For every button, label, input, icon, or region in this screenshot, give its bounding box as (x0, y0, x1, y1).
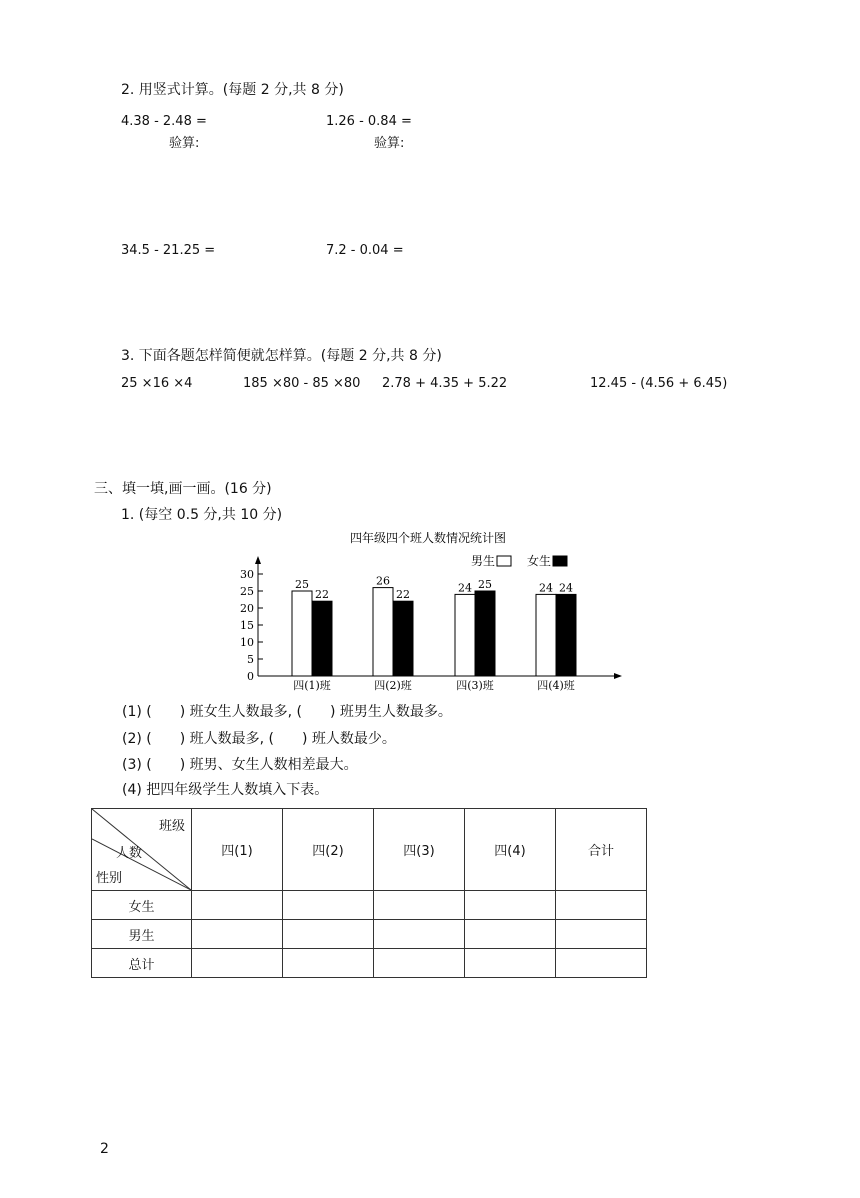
answer-cell[interactable] (374, 949, 465, 978)
answer-cell[interactable] (465, 891, 556, 920)
column-header: 合计 (556, 809, 647, 891)
answer-cell[interactable] (192, 891, 283, 920)
row-header: 女生 (92, 891, 192, 920)
x-tick-label: 四(3)班 (456, 679, 494, 692)
data-label: 22 (396, 588, 410, 602)
chart-bars (292, 575, 576, 676)
y-tick-label: 20 (240, 602, 254, 615)
part3-heading: 三、填一填,画一画。(16 分) (94, 481, 272, 497)
section2-heading: 2. 用竖式计算。(每题 2 分,共 8 分) (121, 82, 344, 98)
answer-cell[interactable] (465, 949, 556, 978)
data-label: 22 (315, 588, 329, 602)
table-row (92, 891, 647, 920)
bar-girls (556, 594, 576, 676)
bar-girls (475, 591, 495, 676)
data-label: 26 (376, 574, 390, 588)
data-label: 25 (478, 578, 492, 591)
answer-cell[interactable] (465, 920, 556, 949)
subquestion-4: (4) 把四年级学生人数填入下表。 (122, 782, 329, 798)
answer-cell[interactable] (374, 891, 465, 920)
y-tick-label: 5 (247, 653, 254, 666)
y-tick-label: 15 (240, 619, 254, 632)
column-header: 四(3) (374, 809, 465, 891)
answer-cell[interactable] (283, 920, 374, 949)
question-1-heading: 1. (每空 0.5 分,共 10 分) (121, 507, 283, 523)
chart-title: 四年级四个班人数情况统计图 (349, 531, 507, 545)
answer-cell[interactable] (556, 891, 647, 920)
header-count-label: 人数 (116, 846, 143, 861)
header-class-label: 班级 (158, 819, 185, 834)
answer-cell[interactable] (192, 949, 283, 978)
table-diagonal-header (92, 809, 192, 891)
problem-4: 7.2 - 0.04 = (326, 243, 404, 258)
check-label-2: 验算: (374, 136, 405, 151)
bar-chart (228, 528, 628, 694)
subquestion-1: (1) ( ) 班女生人数最多, ( ) 班男生人数最多。 (122, 704, 452, 720)
simplify-problem-2: 185 ×80 - 85 ×80 (243, 376, 361, 391)
problem-3: 34.5 - 21.25 = (121, 243, 216, 258)
bar-boys (373, 588, 393, 676)
y-tick-label: 0 (247, 670, 254, 683)
legend-swatch (553, 556, 567, 566)
page-number: 2 (100, 1141, 109, 1157)
legend-label: 男生 (471, 554, 496, 568)
legend-label: 女生 (527, 554, 552, 568)
section3-heading: 3. 下面各题怎样简便就怎样算。(每题 2 分,共 8 分) (121, 348, 442, 364)
table-row (92, 920, 647, 949)
answer-cell[interactable] (374, 920, 465, 949)
student-count-table (91, 808, 647, 978)
data-label: 25 (295, 578, 309, 591)
row-header: 总计 (92, 949, 192, 978)
y-tick-label: 30 (240, 568, 254, 581)
bar-boys (455, 594, 475, 676)
legend-swatch (497, 556, 511, 566)
data-label: 24 (539, 581, 553, 595)
bar-boys (536, 594, 556, 676)
answer-cell[interactable] (283, 949, 374, 978)
x-tick-label: 四(2)班 (374, 679, 412, 692)
simplify-problem-1: 25 ×16 ×4 (121, 376, 193, 391)
simplify-problem-3: 2.78 + 4.35 + 5.22 (382, 376, 508, 391)
y-axis-arrow (255, 556, 261, 564)
answer-cell[interactable] (283, 891, 374, 920)
bar-girls (312, 601, 332, 676)
table-row (92, 949, 647, 978)
y-tick-label: 25 (240, 585, 254, 598)
data-label: 24 (559, 581, 573, 595)
data-label: 24 (458, 581, 472, 595)
subquestion-2: (2) ( ) 班人数最多, ( ) 班人数最少。 (122, 731, 396, 747)
y-tick-label: 10 (240, 636, 254, 649)
answer-cell[interactable] (556, 949, 647, 978)
answer-cell[interactable] (192, 920, 283, 949)
row-header: 男生 (92, 920, 192, 949)
x-tick-label: 四(4)班 (537, 679, 575, 692)
header-gender-label: 性别 (96, 871, 123, 886)
bar-boys (292, 591, 312, 676)
chart-legend (471, 553, 567, 568)
bar-girls (393, 601, 413, 676)
column-header: 四(4) (465, 809, 556, 891)
subquestion-3: (3) ( ) 班男、女生人数相差最大。 (122, 757, 358, 773)
answer-cell[interactable] (556, 920, 647, 949)
check-label-1: 验算: (169, 136, 200, 151)
column-header: 四(1) (192, 809, 283, 891)
x-axis-arrow (614, 673, 622, 679)
simplify-problem-4: 12.45 - (4.56 + 6.45) (590, 376, 728, 391)
problem-1: 4.38 - 2.48 = (121, 114, 207, 129)
x-tick-label: 四(1)班 (293, 679, 331, 692)
column-header: 四(2) (283, 809, 374, 891)
problem-2: 1.26 - 0.84 = (326, 114, 412, 129)
